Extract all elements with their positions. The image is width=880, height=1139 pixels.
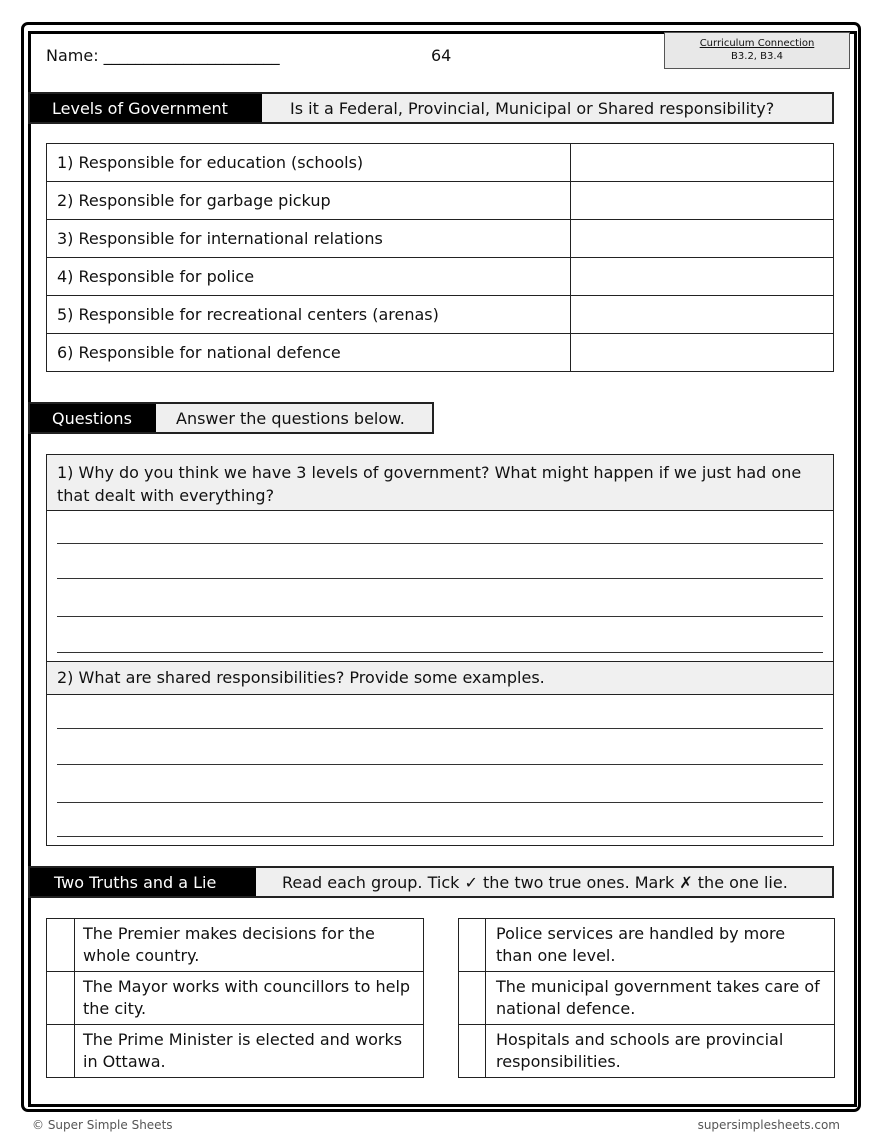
table-row xyxy=(47,296,834,334)
questions-header xyxy=(28,402,434,434)
writing-line[interactable] xyxy=(57,802,823,803)
statement: The municipal government takes care of national defence. xyxy=(486,972,835,1025)
writing-line[interactable] xyxy=(57,616,823,617)
writing-line[interactable] xyxy=(57,728,823,729)
statement: The Premier makes decisions for the whole country. xyxy=(75,919,424,972)
writing-line[interactable] xyxy=(57,543,823,544)
list-item xyxy=(47,919,424,972)
levels-label: Levels of Government xyxy=(30,94,262,122)
list-item xyxy=(459,1025,835,1078)
row-text: 5) Responsible for recreational centers (arenas) xyxy=(47,296,571,334)
footer-copyright: © Super Simple Sheets xyxy=(32,1118,173,1132)
writing-line[interactable] xyxy=(57,652,823,653)
table-row xyxy=(47,144,834,182)
two-truths-instruction: Read each group. Tick ✓ the two true ones. Mark ✗ the one lie. xyxy=(256,868,832,896)
tick-box[interactable] xyxy=(459,919,486,972)
two-truths-label: Two Truths and a Lie xyxy=(30,868,256,896)
statement: The Prime Minister is elected and works in Ottawa. xyxy=(75,1025,424,1078)
tick-box[interactable] xyxy=(47,1025,75,1078)
levels-instruction: Is it a Federal, Provincial, Municipal or Shared responsibility? xyxy=(262,94,832,122)
answer-cell[interactable] xyxy=(571,296,834,334)
curriculum-codes: B3.2, B3.4 xyxy=(731,51,783,62)
writing-line[interactable] xyxy=(57,764,823,765)
answer-cell[interactable] xyxy=(571,144,834,182)
question-2-box xyxy=(46,661,834,846)
table-row xyxy=(47,182,834,220)
tick-box[interactable] xyxy=(459,1025,486,1078)
curriculum-connection-box xyxy=(664,32,850,69)
curriculum-title: Curriculum Connection xyxy=(699,38,815,49)
tick-box[interactable] xyxy=(459,972,486,1025)
page-number: 64 xyxy=(431,46,452,65)
statement: Hospitals and schools are provincial responsibilities. xyxy=(486,1025,835,1078)
answer-cell[interactable] xyxy=(571,220,834,258)
row-text: 1) Responsible for education (schools) xyxy=(47,144,571,182)
statement: The Mayor works with councillors to help the city. xyxy=(75,972,424,1025)
name-field[interactable]: Name: ______________________ xyxy=(46,46,280,65)
question-1-box xyxy=(46,454,834,662)
question-2-text: 2) What are shared responsibilities? Provide some examples. xyxy=(47,662,833,695)
answer-cell[interactable] xyxy=(571,258,834,296)
answer-cell[interactable] xyxy=(571,334,834,372)
footer-website[interactable]: supersimplesheets.com xyxy=(697,1118,840,1132)
tick-box[interactable] xyxy=(47,972,75,1025)
questions-instruction: Answer the questions below. xyxy=(156,404,432,432)
tick-box[interactable] xyxy=(47,919,75,972)
questions-label: Questions xyxy=(30,404,156,432)
row-text: 4) Responsible for police xyxy=(47,258,571,296)
question-1-text: 1) Why do you think we have 3 levels of government? What might happen if we just had one that dealt with everything? xyxy=(47,455,833,511)
levels-header xyxy=(28,92,834,124)
truths-group-1 xyxy=(46,918,424,1078)
list-item xyxy=(459,972,835,1025)
row-text: 2) Responsible for garbage pickup xyxy=(47,182,571,220)
row-text: 6) Responsible for national defence xyxy=(47,334,571,372)
row-text: 3) Responsible for international relations xyxy=(47,220,571,258)
list-item xyxy=(47,972,424,1025)
table-row xyxy=(47,334,834,372)
responsibility-table xyxy=(46,143,834,372)
two-truths-header xyxy=(28,866,834,898)
writing-line[interactable] xyxy=(57,578,823,579)
table-row xyxy=(47,258,834,296)
writing-line[interactable] xyxy=(57,836,823,837)
list-item xyxy=(459,919,835,972)
statement: Police services are handled by more than one level. xyxy=(486,919,835,972)
answer-cell[interactable] xyxy=(571,182,834,220)
table-row xyxy=(47,220,834,258)
truths-group-2 xyxy=(458,918,835,1078)
list-item xyxy=(47,1025,424,1078)
